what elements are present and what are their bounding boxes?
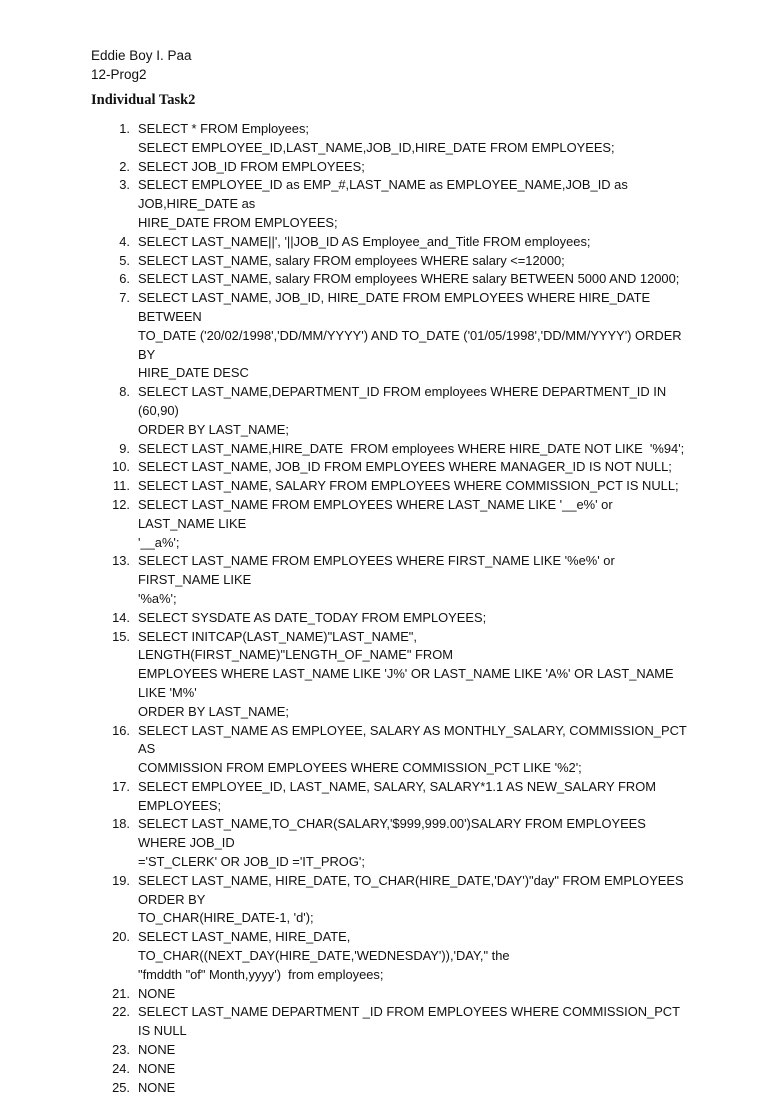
item-number: 1.: [119, 121, 130, 136]
list-item: [91, 1079, 691, 1097]
item-number: 2.: [119, 158, 130, 174]
item-number: 17.: [112, 778, 130, 794]
item-number: 5.: [119, 252, 130, 268]
item-query: SELECT LAST_NAME,TO_CHAR(SALARY,'$999,999.00')SALARY FROM EMPLOYEES WHERE JOB_ID ='ST_CLERK' OR JOB_ID ='IT_PROG';: [138, 816, 646, 870]
item-query: SELECT LAST_NAME,HIRE_DATE FROM employees WHERE HIRE_DATE NOT LIKE '%94';: [138, 440, 685, 456]
item-number: 10.: [112, 459, 130, 475]
list-item: [91, 477, 691, 496]
list-item: [91, 289, 691, 383]
class-section: 12-Prog2: [91, 67, 147, 82]
item-query: SELECT LAST_NAME, SALARY FROM EMPLOYEES WHERE COMMISSION_PCT IS NULL;: [138, 478, 679, 494]
list-item: [91, 1041, 691, 1060]
item-query: SELECT EMPLOYEE_ID, LAST_NAME, SALARY, SALARY*1.1 AS NEW_SALARY FROM EMPLOYEES;: [138, 778, 660, 813]
item-number: 20.: [112, 929, 130, 945]
item-query: SELECT * FROM Employees; SELECT EMPLOYEE_ID,LAST_NAME,JOB_ID,HIRE_DATE FROM EMPLOYEES;: [138, 121, 615, 155]
item-number: 16.: [112, 722, 130, 738]
item-query: SELECT LAST_NAME AS EMPLOYEE, SALARY AS MONTHLY_SALARY, COMMISSION_PCT AS COMMISSION FROM EMPLOYEES WHERE COMMISSION_PCT LIKE '%2';: [138, 722, 687, 776]
list-item: [91, 458, 691, 477]
list-item: [91, 270, 691, 289]
item-query: SELECT LAST_NAME,DEPARTMENT_ID FROM employees WHERE DEPARTMENT_ID IN (60,90) ORDER BY LAST_NAME;: [138, 384, 667, 437]
list-item: [91, 176, 691, 232]
list-item: [91, 628, 691, 722]
item-number: 23.: [112, 1042, 130, 1058]
item-query: SELECT LAST_NAME DEPARTMENT _ID FROM EMPLOYEES WHERE COMMISSION_PCT IS NULL: [138, 1004, 684, 1039]
item-number: 13.: [112, 553, 130, 569]
list-item: [91, 383, 691, 439]
item-number: 6.: [119, 271, 130, 287]
item-number: 14.: [112, 609, 130, 625]
item-number: 22.: [112, 1004, 130, 1020]
list-item: [91, 440, 691, 459]
item-query: SELECT LAST_NAME, JOB_ID FROM EMPLOYEES WHERE MANAGER_ID IS NOT NULL;: [138, 459, 672, 475]
item-query: SELECT INITCAP(LAST_NAME)"LAST_NAME", LENGTH(FIRST_NAME)"LENGTH_OF_NAME" FROM EMPLOYEES WHERE LAST_NAME LIKE 'J%' OR LAST_NAME LIKE 'A%' OR LAST_NAME LIKE 'M%' ORDER BY LAST_NAME;: [138, 628, 674, 719]
list-item: [91, 496, 691, 552]
author-name: Eddie Boy I. Paa: [91, 48, 192, 63]
list-item: [91, 778, 691, 816]
list-item: [91, 609, 691, 628]
item-number: 8.: [119, 384, 130, 400]
item-query: SELECT EMPLOYEE_ID as EMP_#,LAST_NAME as EMPLOYEE_NAME,JOB_ID as JOB,HIRE_DATE as HIRE_DATE FROM EMPLOYEES;: [138, 177, 628, 230]
item-number: 9.: [119, 440, 130, 456]
list-item: [91, 252, 691, 271]
item-number: 7.: [119, 290, 130, 306]
list-item: [91, 928, 691, 984]
item-number: 18.: [112, 816, 130, 832]
item-query: NONE: [138, 985, 176, 1001]
list-item: [91, 158, 691, 177]
item-number: 3.: [119, 177, 130, 193]
item-number: 11.: [113, 478, 130, 494]
item-query: NONE: [138, 1042, 176, 1058]
item-query: SELECT LAST_NAME, salary FROM employees WHERE salary <=12000;: [138, 252, 565, 268]
document-title: Individual Task2: [91, 92, 196, 108]
item-query: SELECT LAST_NAME, salary FROM employees WHERE salary BETWEEN 5000 AND 12000;: [138, 271, 680, 287]
item-number: 21.: [112, 985, 130, 1001]
list-item: [91, 815, 691, 871]
item-number: 19.: [112, 872, 130, 888]
item-query: SELECT LAST_NAME||', '||JOB_ID AS Employee_and_Title FROM employees;: [138, 233, 591, 249]
item-number: 25.: [112, 1079, 130, 1095]
item-number: 15.: [112, 628, 130, 644]
item-number: 12.: [112, 496, 130, 512]
list-item: [91, 1003, 691, 1041]
item-query: SELECT LAST_NAME, JOB_ID, HIRE_DATE FROM EMPLOYEES WHERE HIRE_DATE BETWEEN TO_DATE ('20/02/1998','DD/MM/YYYY') AND TO_DATE ('01/05/1998','DD/MM/YYYY') ORDER BY HIRE_DATE DESC: [138, 290, 682, 381]
item-query: SELECT JOB_ID FROM EMPLOYEES;: [138, 158, 365, 174]
item-number: 24.: [112, 1060, 130, 1076]
item-query: SELECT LAST_NAME FROM EMPLOYEES WHERE LAST_NAME LIKE '__e%' or LAST_NAME LIKE '__a%';: [138, 496, 613, 550]
item-query: SELECT LAST_NAME FROM EMPLOYEES WHERE FIRST_NAME LIKE '%e%' or FIRST_NAME LIKE '%a%';: [138, 553, 615, 606]
item-query: NONE: [138, 1079, 176, 1095]
list-item: [91, 722, 691, 778]
list-item: [91, 233, 691, 252]
item-query: SELECT SYSDATE AS DATE_TODAY FROM EMPLOYEES;: [138, 609, 487, 625]
list-item: [91, 1060, 691, 1079]
list-item: [91, 872, 691, 928]
item-query: SELECT LAST_NAME, HIRE_DATE, TO_CHAR(HIRE_DATE,'DAY')"day" FROM EMPLOYEES ORDER BY TO_CHAR(HIRE_DATE-1, 'd');: [138, 872, 684, 926]
list-item: [91, 120, 691, 158]
list-item: [91, 552, 691, 608]
item-number: 4.: [119, 233, 130, 249]
item-query: NONE: [138, 1060, 176, 1076]
item-query: SELECT LAST_NAME, HIRE_DATE, TO_CHAR((NEXT_DAY(HIRE_DATE,'WEDNESDAY')),'DAY," the "fmddth "of" Month,yyyy') from employees;: [138, 929, 510, 982]
answer-list: [91, 120, 691, 1097]
list-item: [91, 985, 691, 1004]
author-header: [91, 46, 192, 84]
